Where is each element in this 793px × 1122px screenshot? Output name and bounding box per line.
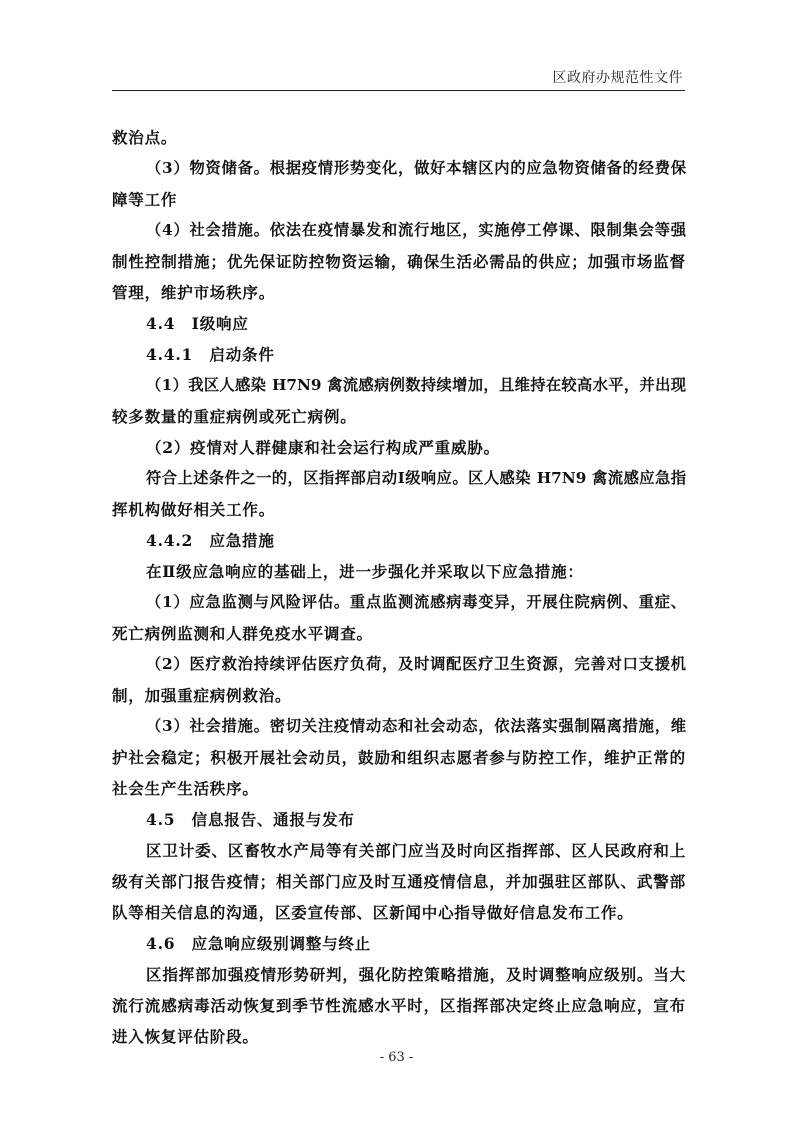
text-line: 社会生产生活秩序。 <box>112 779 259 798</box>
text-line: 护社会稳定；积极开展社会动员，鼓励和组织志愿者参与防控工作，维护正常的 <box>112 748 686 767</box>
text-line: （1）应急监测与风险评估。重点监测流感病毒变异，开展住院病例、重症、 <box>146 593 686 611</box>
text-line: 进入恢复评估阶段。 <box>112 1027 259 1046</box>
section-heading: 4.4 Ⅰ级响应 <box>146 314 249 333</box>
text-line: （2）医疗救治持续评估医疗负荷，及时调配医疗卫生资源，完善对口支援机 <box>146 655 686 673</box>
text-line: 流行流感病毒活动恢复到季节性流感水平时，区指挥部决定终止应急响应，宣布 <box>112 996 686 1015</box>
text-line: 较多数量的重症病例或死亡病例。 <box>112 407 357 426</box>
text-line: 在Ⅱ级应急响应的基础上，进一步强化并采取以下应急措施： <box>146 562 584 581</box>
text-line: 挥机构做好相关工作。 <box>112 500 276 519</box>
text-line: 队等相关信息的沟通，区委宣传部、区新闻中心指导做好信息发布工作。 <box>112 903 634 922</box>
section-heading: 4.5 信息报告、通报与发布 <box>146 810 355 829</box>
text-line: 管理，维护市场秩序。 <box>112 283 276 302</box>
page-number: - 63 - <box>379 1050 414 1065</box>
page-header <box>112 62 685 91</box>
text-line: 障等工作 <box>112 190 178 209</box>
text-line: （3）社会措施。密切关注疫情动态和社会动态，依法落实强制隔离措施，维 <box>146 717 686 735</box>
section-heading: 4.6 应急响应级别调整与终止 <box>146 934 371 953</box>
text-line: 区卫计委、区畜牧水产局等有关部门应当及时向区指挥部、区人民政府和上 <box>146 841 686 860</box>
section-heading: 4.4.2 应急措施 <box>146 531 275 550</box>
text-line: 制，加强重症病例救治。 <box>112 686 292 705</box>
text-line: 级有关部门报告疫情；相关部门应及时互通疫情信息，并加强驻区部队、武警部 <box>112 872 686 891</box>
header-title: 区政府办规范性文件 <box>552 70 683 86</box>
document-body <box>112 122 686 1052</box>
text-line: 符合上述条件之一的，区指挥部启动Ⅰ级响应。区人感染 H7N9 禽流感应急指 <box>146 469 686 487</box>
text-line: 制性控制措施；优先保证防控物资运输，确保生活必需品的供应；加强市场监督 <box>112 252 686 271</box>
text-line: 救治点。 <box>112 128 178 147</box>
text-line: 死亡病例监测和人群免疫水平调查。 <box>112 624 373 643</box>
text-line: （1）我区人感染 H7N9 禽流感病例数持续增加，且维持在较高水平，并出现 <box>146 376 686 394</box>
text-line: （3）物资储备。根据疫情形势变化，做好本辖区内的应急物资储备的经费保 <box>146 159 686 177</box>
text-line: 区指挥部加强疫情形势研判，强化防控策略措施，及时调整响应级别。当大 <box>146 965 686 984</box>
text-line: （2）疫情对人群健康和社会运行构成严重威胁。 <box>146 438 500 457</box>
section-heading: 4.4.1 启动条件 <box>146 345 275 364</box>
text-line: （4）社会措施。依法在疫情暴发和流行地区，实施停工停课、限制集会等强 <box>146 221 686 239</box>
